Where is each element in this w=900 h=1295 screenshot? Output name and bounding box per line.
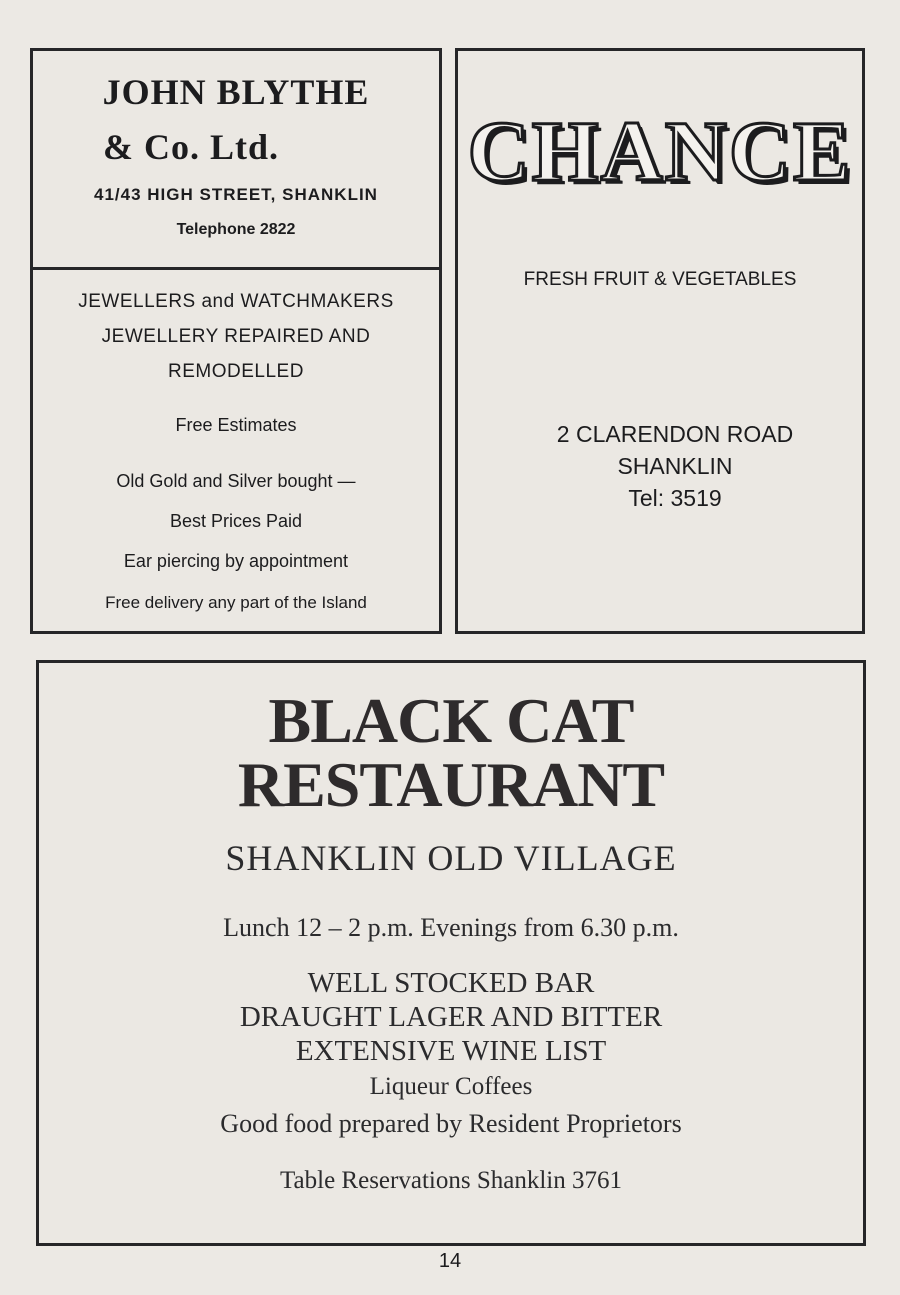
blythe-gold: Old Gold and Silver bought —: [116, 471, 356, 491]
blythe-address: 41/43 HIGH STREET, SHANKLIN: [94, 185, 378, 204]
chance-advert: [455, 48, 865, 634]
blythe-prices: Best Prices Paid: [169, 511, 303, 531]
john-blythe-advert: [30, 48, 442, 634]
blythe-telephone: Telephone 2822: [176, 221, 296, 238]
blackcat-title-line1: BLACK CAT: [268, 685, 634, 756]
blackcat-bar: WELL STOCKED BAR: [307, 967, 595, 999]
chance-town: SHANKLIN: [617, 453, 733, 479]
black-cat-restaurant-advert: [36, 660, 866, 1246]
blythe-piercing: Ear piercing by appointment: [123, 551, 349, 571]
blythe-trade: JEWELLERS and WATCHMAKERS: [78, 291, 394, 312]
blythe-name-line2: & Co. Ltd.: [102, 127, 279, 167]
chance-tagline: FRESH FRUIT & VEGETABLES: [523, 269, 797, 290]
chance-street: 2 CLARENDON ROAD: [556, 421, 794, 447]
blackcat-food: Good food prepared by Resident Proprietors: [220, 1109, 682, 1138]
page-number: 14: [438, 1250, 462, 1272]
blythe-repair-line2: REMODELLED: [168, 361, 304, 382]
blackcat-location: SHANKLIN OLD VILLAGE: [225, 838, 677, 878]
blackcat-coffees: Liqueur Coffees: [369, 1073, 533, 1100]
blythe-name-line1: JOHN BLYTHE: [102, 72, 370, 112]
blythe-divider: [33, 267, 439, 270]
chance-tel: Tel: 3519: [628, 485, 722, 511]
blackcat-wine: EXTENSIVE WINE LIST: [295, 1035, 607, 1067]
blackcat-reservations: Table Reservations Shanklin 3761: [280, 1167, 622, 1194]
chance-logo: CHANCE: [467, 103, 853, 199]
blackcat-hours: Lunch 12 – 2 p.m. Evenings from 6.30 p.m.: [223, 913, 679, 942]
blackcat-title-line2: RESTAURANT: [237, 749, 665, 820]
blythe-delivery: Free delivery any part of the Island: [105, 593, 367, 612]
blythe-estimates: Free Estimates: [175, 415, 297, 435]
blythe-repair-line1: JEWELLERY REPAIRED AND: [101, 326, 371, 347]
blackcat-lager: DRAUGHT LAGER AND BITTER: [239, 1001, 663, 1033]
